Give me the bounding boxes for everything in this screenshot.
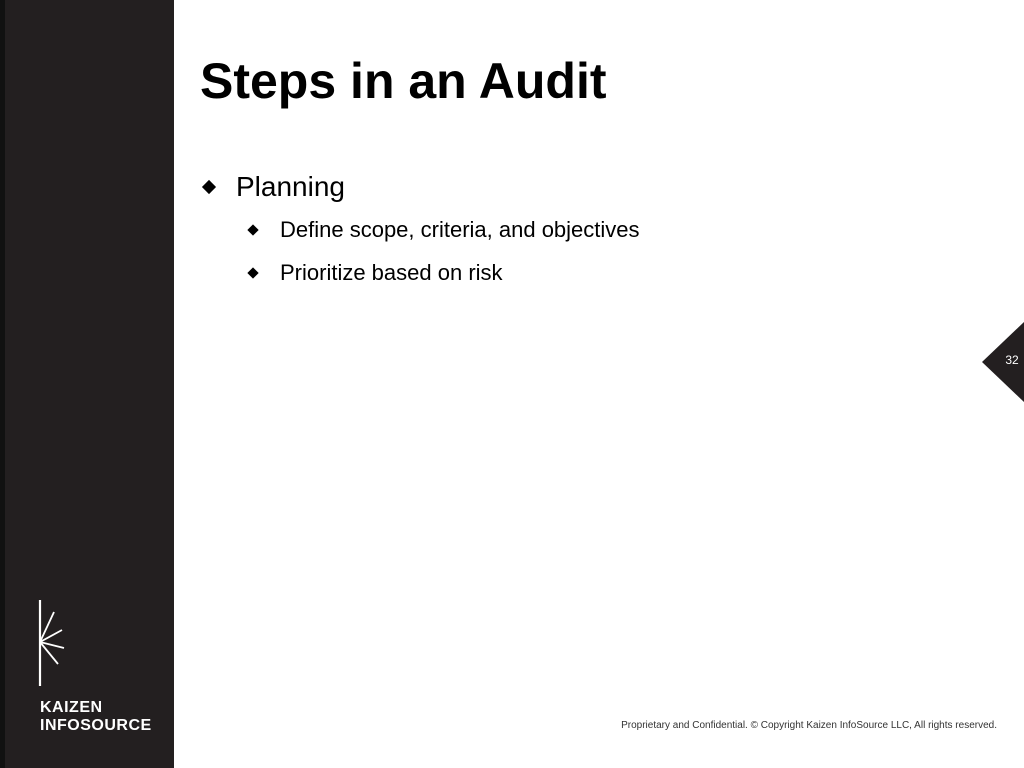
sub-bullet-list	[200, 208, 640, 294]
brand-wordmark	[40, 699, 152, 735]
bullet-item	[200, 166, 640, 294]
sidebar-edge	[0, 0, 5, 768]
diamond-bullet-icon	[202, 180, 216, 194]
bullet-level1	[200, 166, 640, 208]
bullet-text: Planning	[236, 171, 345, 202]
sub-bullet-text: Prioritize based on risk	[280, 259, 503, 285]
kaizen-burst-icon	[32, 598, 72, 690]
sub-bullet-item	[200, 251, 640, 294]
diamond-bullet-icon	[247, 224, 258, 235]
diamond-bullet-icon	[247, 267, 258, 278]
footer-copyright: Proprietary and Confidential. © Copyright Kaizen InfoSource LLC, All rights reserved.	[621, 720, 997, 731]
brand-line1: KAIZEN	[40, 699, 103, 716]
bullet-list	[200, 166, 640, 294]
brand-line2: INFOSOURCE	[40, 717, 152, 734]
sidebar	[0, 0, 174, 768]
slide-title: Steps in an Audit	[200, 53, 607, 109]
sub-bullet-item	[200, 208, 640, 251]
page-number: 32	[1005, 353, 1019, 367]
sub-bullet-text: Define scope, criteria, and objectives	[280, 216, 640, 242]
